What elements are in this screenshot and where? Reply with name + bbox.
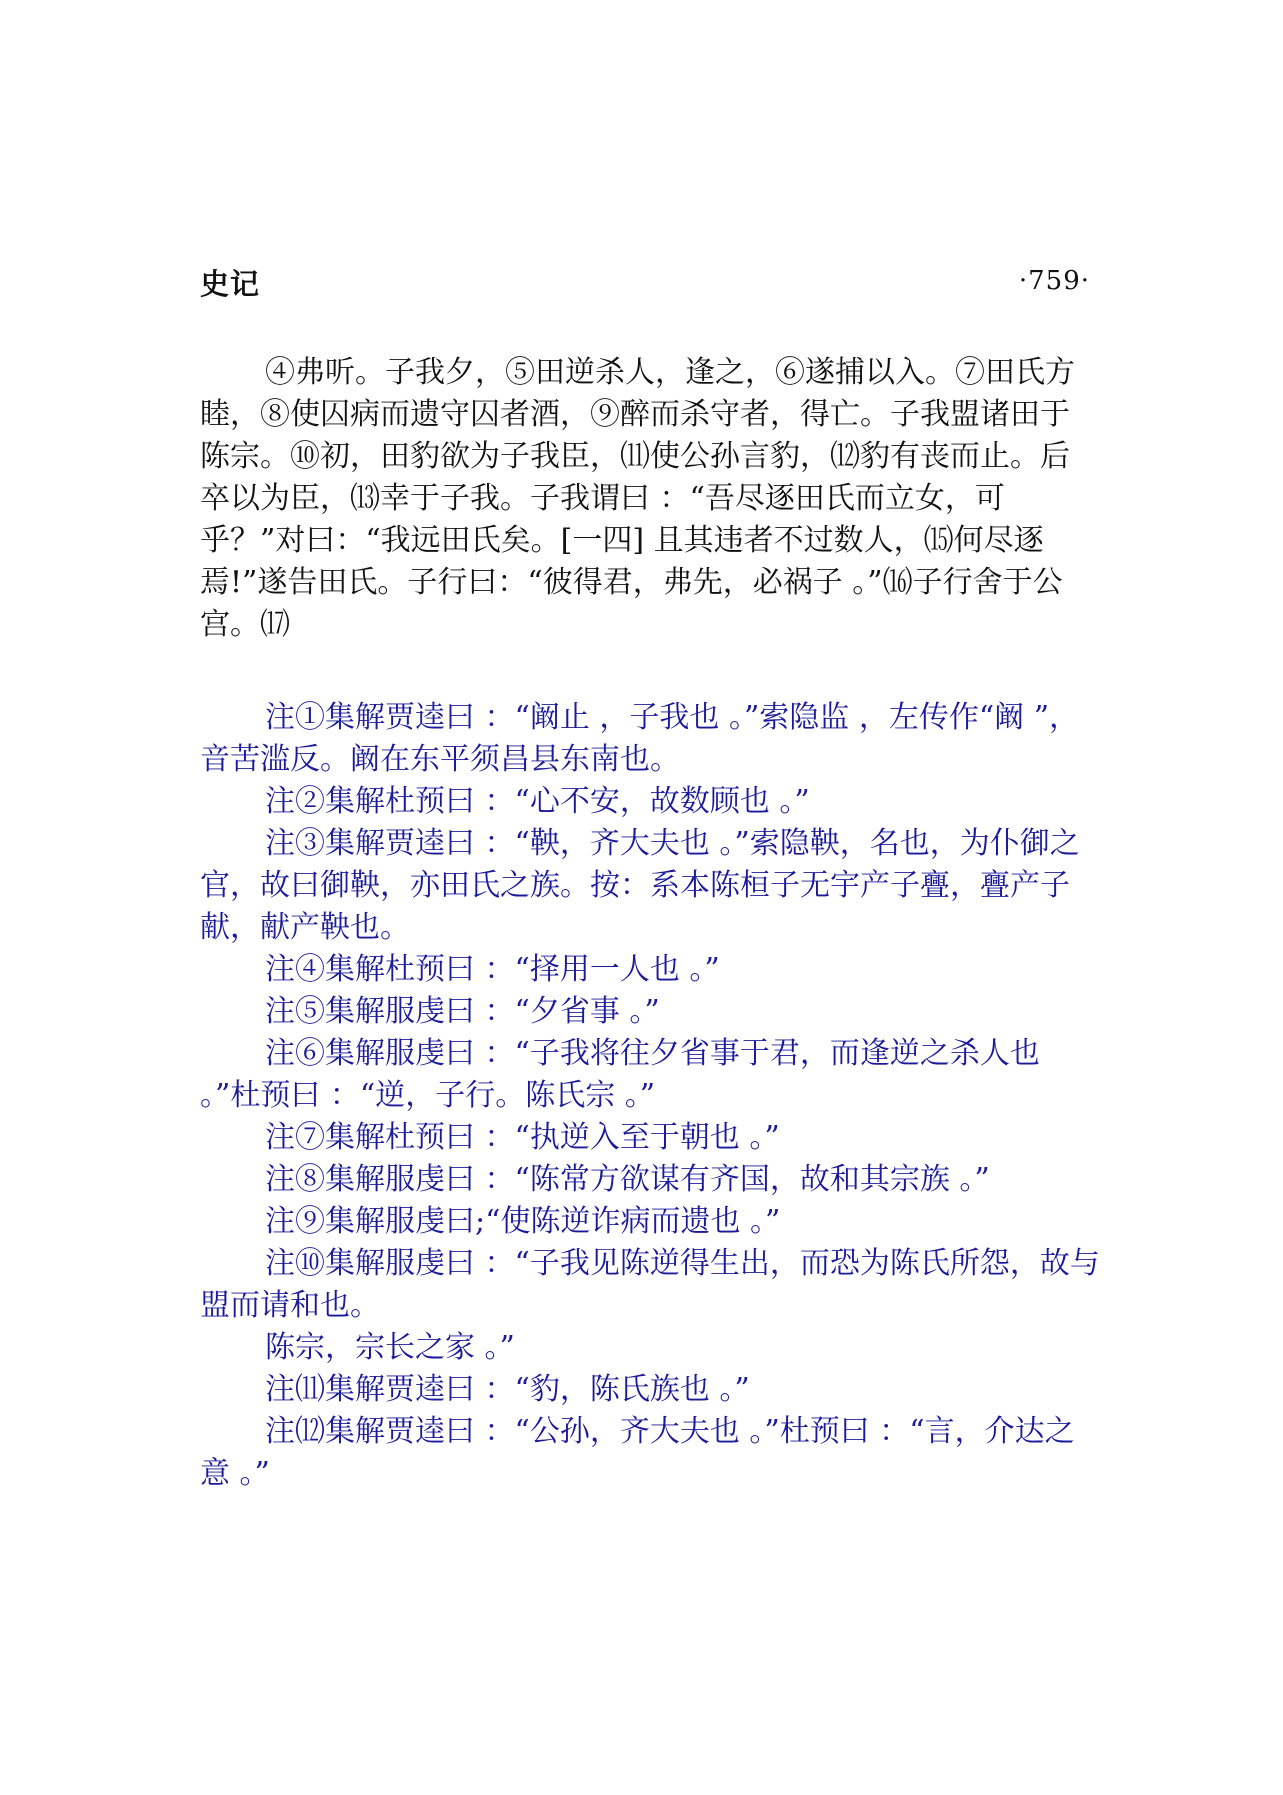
note-10-continuation: 陈宗，宗长之家 。” xyxy=(265,1330,515,1365)
note-7: 注⑦集解杜预曰 ：“执逆入至于朝也 。” xyxy=(265,1120,780,1155)
note-11: 注⑾集解贾逵曰 ：“豹，陈氏族也 。” xyxy=(265,1372,750,1407)
main-text-paragraph: ④弗听。子我夕，⑤田逆杀人，逢之，⑥遂捕以入。⑦田氏方睦，⑧使囚病而遗守囚者酒，⑨醉而杀守者，得亡。子我盟诸田于陈宗。⑩初，田豹欲为子我臣，⑾使公孙言豹，⑿豹有丧而止。后卒以为臣，⒀幸于子我。子我谓曰 ：“吾尽逐田氏而立女，可乎？”对曰：“我远田氏矣。[一四] 且其违者不过数人，⒂何尽逐焉!”遂告田氏。子行曰：“彼得君，弗先，必祸子 。”⒃子行舍于公宫。⒄ xyxy=(200,355,1075,642)
note-1: 注①集解贾逵曰 ：“阚止 ，子我也 。”索隐监 ，左传作“阚 ”，音苦滥反。阚在东平须昌县东南也。 xyxy=(200,700,1080,777)
note-9: 注⑨集解服虔曰;“使陈逆诈病而遗也 。” xyxy=(265,1204,781,1239)
note-10: 注⑩集解服虔曰 ：“子我见陈逆得生出，而恐为陈氏所怨，故与盟而请和也。 xyxy=(200,1246,1100,1323)
note-6: 注⑥集解服虔曰 ：“子我将往夕省事于君，而逢逆之杀人也 。”杜预曰 ：“逆，子行。陈氏宗 。” xyxy=(200,1036,1040,1113)
note-3: 注③集解贾逵曰 ：“鞅，齐大夫也 。”索隐鞅，名也，为仆御之官，故曰御鞅，亦田氏之族。按：系本陈桓子无宇产子亹，亹产子献，献产鞅也。 xyxy=(200,826,1080,945)
annotation-notes xyxy=(200,697,1100,1495)
page-number: ·759· xyxy=(1018,266,1090,296)
note-4: 注④集解杜预曰 ：“择用一人也 。” xyxy=(265,952,720,987)
note-5: 注⑤集解服虔曰 ：“夕省事 。” xyxy=(265,994,660,1029)
note-12: 注⑿集解贾逵曰 ：“公孙，齐大夫也 。”杜预曰 ：“言，介达之意 。” xyxy=(200,1414,1075,1491)
book-title: 史记 xyxy=(200,267,261,301)
note-8: 注⑧集解服虔曰 ：“陈常方欲谋有齐国，故和其宗族 。” xyxy=(265,1162,990,1197)
page-header xyxy=(200,262,1090,312)
note-2: 注②集解杜预曰 ：“心不安，故数顾也 。” xyxy=(265,784,810,819)
